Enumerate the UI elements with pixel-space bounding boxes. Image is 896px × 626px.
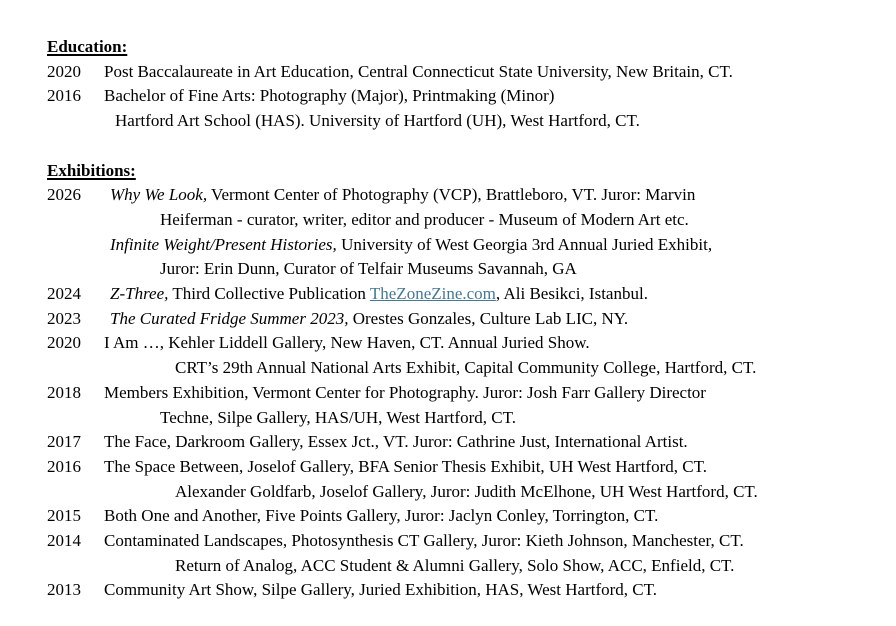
entry-year: 2013	[47, 580, 81, 600]
entry-text: Return of Analog, ACC Student & Alumni Gallery, Solo Show, ACC, Enfield, CT.	[175, 555, 735, 575]
entry-row	[47, 529, 866, 578]
entry-text: The Face, Darkroom Gallery, Essex Jct., VT. Juror: Cathrine Just, International Artist.	[104, 432, 688, 452]
entry-row	[47, 381, 866, 430]
section-heading: Education:	[47, 37, 128, 56]
entry-line	[47, 183, 866, 208]
exhibition-title: Z-Three,	[110, 284, 169, 304]
entry-line	[47, 430, 866, 455]
entry-line	[47, 504, 866, 529]
entry-text: I Am …, Kehler Liddell Gallery, New Haven, CT. Annual Juried Show.	[104, 333, 590, 353]
entry-line	[47, 109, 866, 134]
entry-year: 2018	[47, 382, 81, 402]
entry-text: CRT’s 29th Annual National Arts Exhibit, Capital Community College, Hartford, CT.	[175, 358, 757, 378]
entry-line	[47, 455, 866, 480]
entry-line	[47, 233, 866, 258]
entry-row	[47, 282, 866, 307]
entry-year: 2020	[47, 333, 81, 353]
entry-line	[47, 84, 866, 109]
entry-row	[47, 307, 866, 332]
entry-line	[47, 307, 866, 332]
entry-line	[47, 257, 866, 282]
entry-year: 2017	[47, 432, 81, 452]
entry-line	[47, 282, 866, 307]
entry-text: Post Baccalaureate in Art Education, Central Connecticut State University, New Britain, CT.	[104, 61, 733, 81]
entry-year: 2023	[47, 308, 81, 328]
entry-text: Orestes Gonzales, Culture Lab LIC, NY.	[348, 308, 629, 328]
entry-text: , Ali Besikci, Istanbul.	[495, 284, 648, 304]
entry-year: 2020	[47, 61, 81, 81]
exhibition-title: The Curated Fridge Summer 2023,	[110, 308, 349, 328]
entry-row	[47, 183, 866, 282]
entry-row	[47, 455, 866, 504]
entry-row	[47, 504, 866, 529]
entry-year: 2016	[47, 86, 81, 106]
section-education	[47, 35, 866, 134]
exhibition-title: Infinite Weight/Present Histories,	[110, 234, 337, 254]
entry-text: Bachelor of Fine Arts: Photography (Major), Printmaking (Minor)	[104, 86, 555, 106]
entry-row	[47, 430, 866, 455]
entry-text: Juror: Erin Dunn, Curator of Telfair Museums Savannah, GA	[160, 259, 577, 279]
entry-line	[47, 208, 866, 233]
link-thezonezine[interactable]: TheZoneZine.com	[369, 284, 496, 304]
entry-line	[47, 578, 866, 603]
entry-text: Third Collective Publication	[168, 284, 370, 304]
entry-text: Both One and Another, Five Points Gallery, Juror: Jaclyn Conley, Torrington, CT.	[104, 506, 659, 526]
entry-line	[47, 529, 866, 554]
entry-line	[47, 331, 866, 356]
entry-text: University of West Georgia 3rd Annual Juried Exhibit,	[336, 234, 713, 254]
entry-line	[47, 356, 866, 381]
entry-text: The Space Between, Joselof Gallery, BFA Senior Thesis Exhibit, UH West Hartford, CT.	[104, 456, 707, 476]
entry-text: Hartford Art School (HAS). University of Hartford (UH), West Hartford, CT.	[115, 111, 640, 131]
entry-line	[47, 406, 866, 431]
entry-text: Alexander Goldfarb, Joselof Gallery, Juror: Judith McElhone, UH West Hartford, CT.	[175, 481, 758, 501]
entry-line	[47, 480, 866, 505]
entry-text: Members Exhibition, Vermont Center for Photography. Juror: Josh Farr Gallery Director	[104, 382, 706, 402]
exhibition-title: Why We Look,	[110, 185, 208, 205]
entry-text: Contaminated Landscapes, Photosynthesis CT Gallery, Juror: Kieth Johnson, Manchester, CT.	[104, 531, 744, 551]
entry-line	[47, 554, 866, 579]
entry-row	[47, 60, 866, 85]
entry-row	[47, 331, 866, 380]
entry-row	[47, 578, 866, 603]
entry-line	[47, 381, 866, 406]
entry-year: 2014	[47, 531, 81, 551]
entry-year: 2016	[47, 456, 81, 476]
entry-text: Heiferman - curator, writer, editor and producer - Museum of Modern Art etc.	[160, 209, 689, 229]
section-heading: Exhibitions:	[47, 160, 136, 180]
entry-year: 2026	[47, 185, 81, 205]
entry-text: Vermont Center of Photography (VCP), Brattleboro, VT. Juror: Marvin	[207, 185, 696, 205]
entry-year: 2024	[47, 284, 81, 304]
entry-line	[47, 60, 866, 85]
entry-year: 2015	[47, 506, 81, 526]
entry-text: Community Art Show, Silpe Gallery, Juried Exhibition, HAS, West Hartford, CT.	[104, 580, 657, 600]
entry-row	[47, 84, 866, 133]
section-exhibitions	[47, 159, 866, 604]
entry-text: Techne, Silpe Gallery, HAS/UH, West Hartford, CT.	[160, 407, 516, 427]
